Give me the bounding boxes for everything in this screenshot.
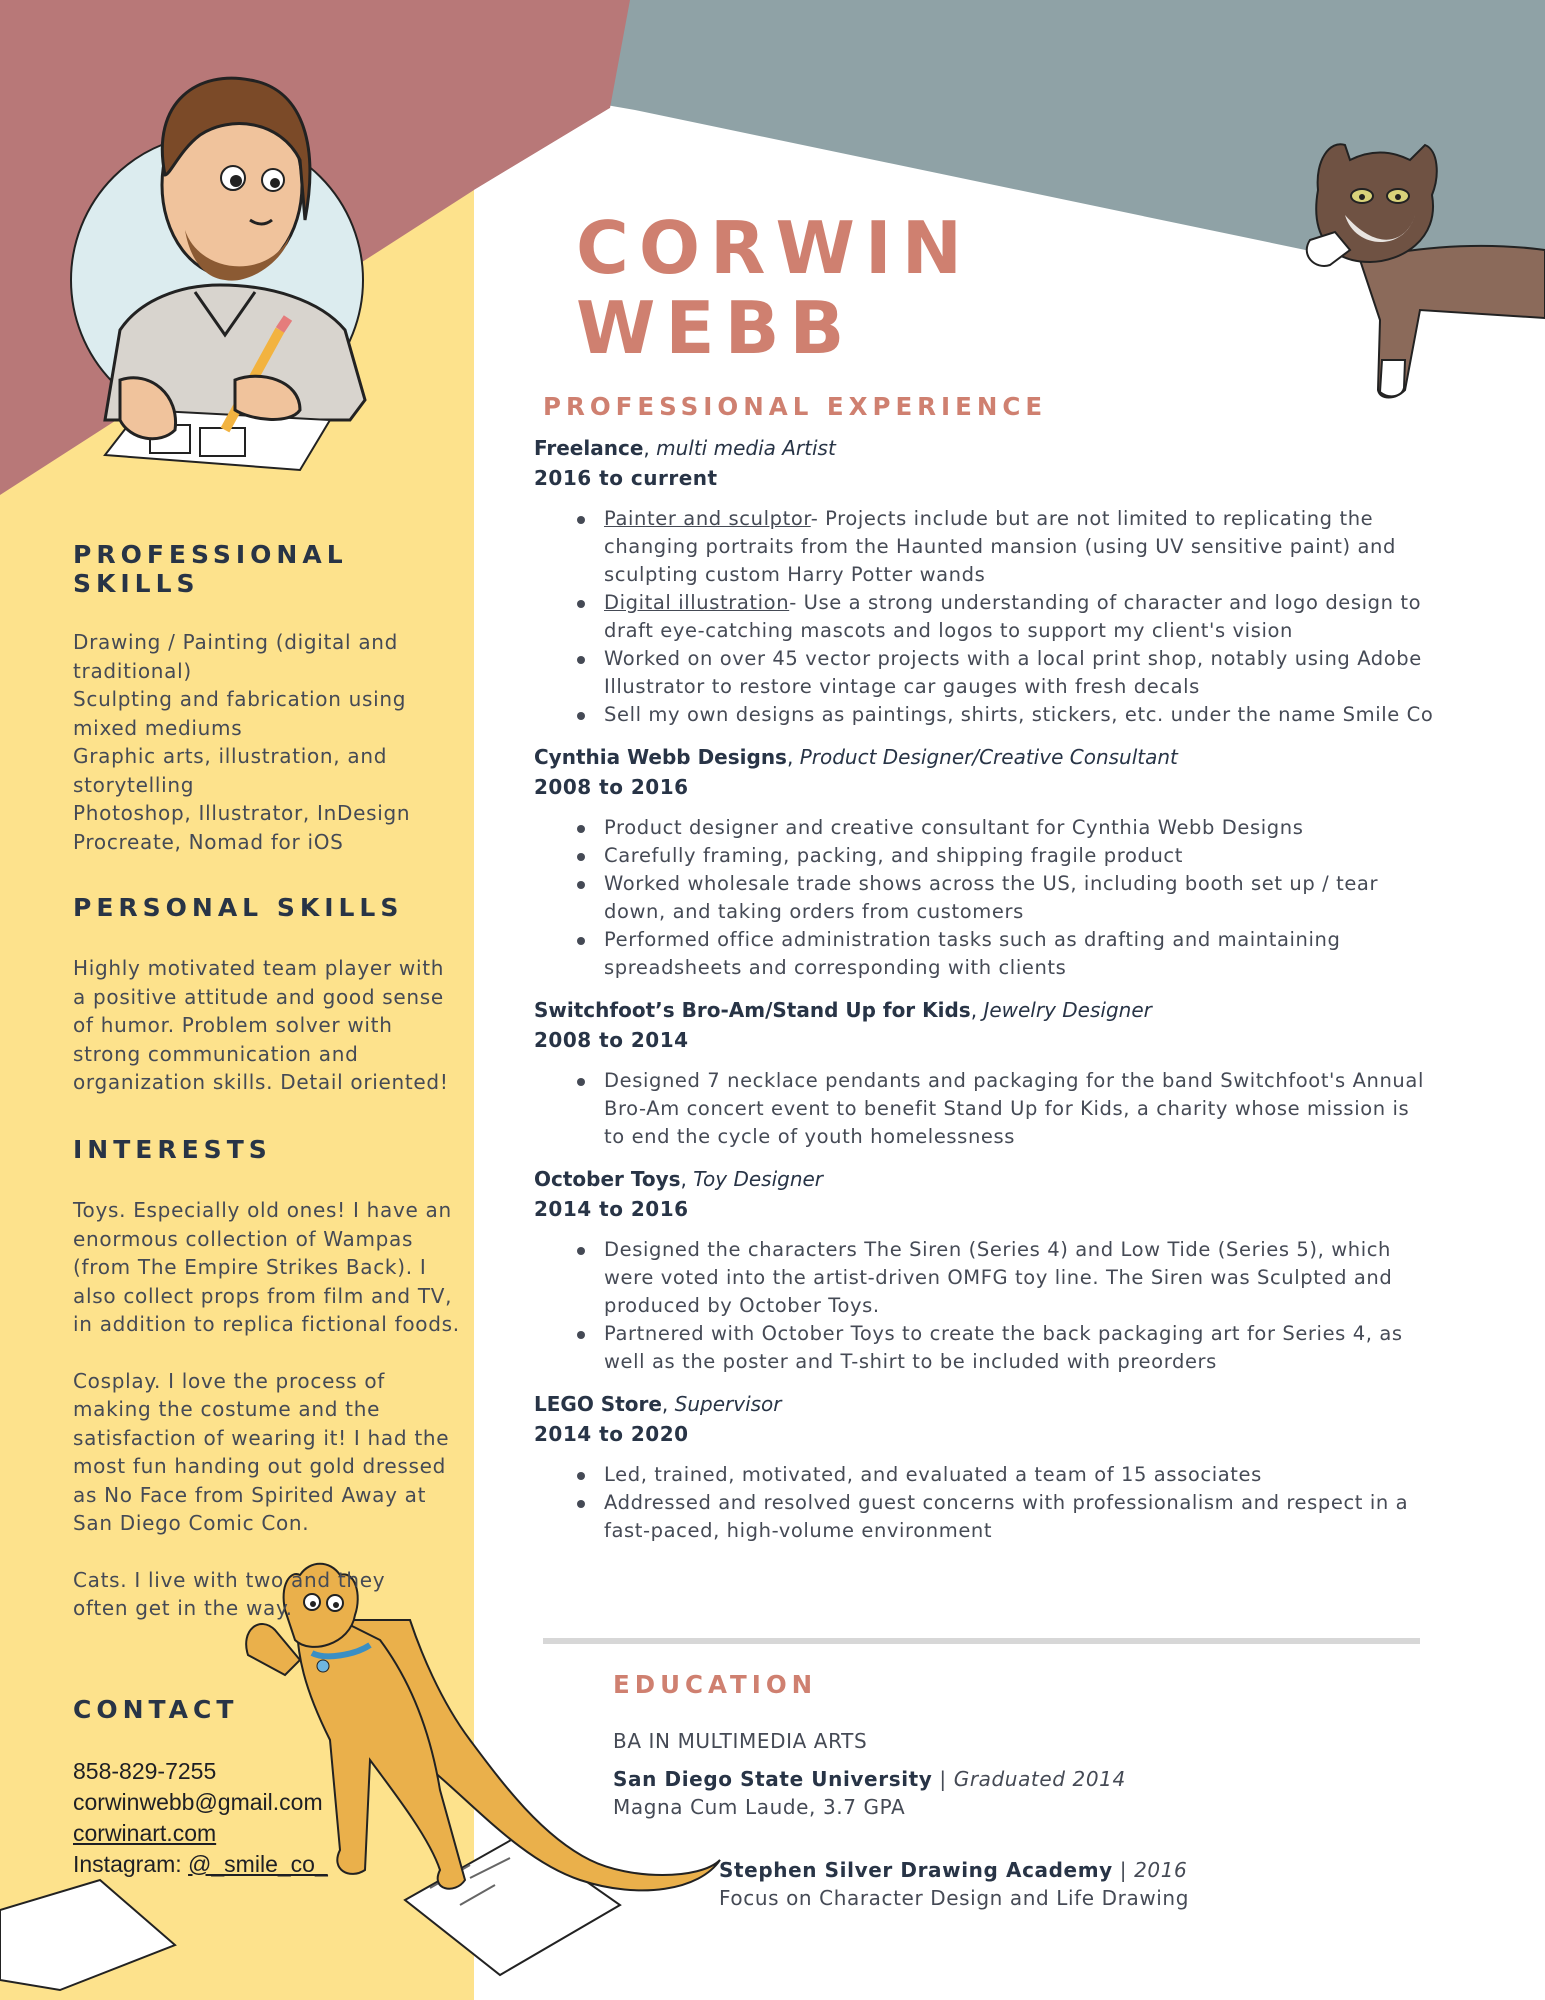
job-dates: 2008 to 2016 xyxy=(534,775,689,799)
job-heading: October Toys, Toy Designer xyxy=(534,1167,824,1191)
job-entry xyxy=(534,1389,1434,1545)
job-bullet xyxy=(604,1236,1434,1320)
contact-instagram xyxy=(73,1849,473,1880)
bullet-text: Carefully framing, packing, and shipping fragile product xyxy=(604,844,1183,867)
skill-item: Photoshop, Illustrator, InDesign xyxy=(73,801,411,825)
job-bullet xyxy=(604,589,1434,645)
job-entry xyxy=(534,433,1434,729)
education-title: EDUCATION xyxy=(613,1670,818,1699)
instagram-label: Instagram: xyxy=(73,1851,189,1877)
education-divider xyxy=(543,1638,1420,1644)
contact-website-link[interactable]: corwinart.com xyxy=(73,1820,217,1846)
interest-paragraph: Cats. I live with two and they often get in the way. xyxy=(73,1567,386,1620)
interest-paragraph: Toys. Especially old ones! I have an enormous collection of Wampas (from The Empire Strikes Back). I also collect props from film and TV, in addition to replica fictional foods. xyxy=(73,1198,460,1336)
name-last: WEBB xyxy=(576,286,855,370)
job-bullets xyxy=(534,814,1434,982)
sidebar-contact xyxy=(73,1695,473,1880)
job-dates: 2014 to 2020 xyxy=(534,1422,689,1446)
job-bullet xyxy=(604,1320,1434,1376)
job-dates: 2014 to 2016 xyxy=(534,1197,689,1221)
job-bullet xyxy=(604,701,1434,729)
bullet-text: Led, trained, motivated, and evaluated a team of 15 associates xyxy=(604,1463,1262,1486)
job-dates: 2016 to current xyxy=(534,466,718,490)
school1-name: San Diego State University xyxy=(613,1767,933,1791)
job-entry xyxy=(534,995,1434,1151)
bullet-text: Performed office administration tasks such as drafting and maintaining spreadsheets and corresponding with clients xyxy=(604,928,1341,979)
job-heading: Cynthia Webb Designs, Product Designer/Creative Consultant xyxy=(534,745,1178,769)
bullet-text: Addressed and resolved guest concerns with professionalism and respect in a fast-paced, high-volume environment xyxy=(604,1491,1409,1542)
contact-title: CONTACT xyxy=(73,1695,239,1724)
school2-separator: | xyxy=(1112,1858,1135,1882)
instagram-handle-link[interactable]: @_smile_co_ xyxy=(188,1851,328,1877)
experience-title: PROFESSIONAL EXPERIENCE xyxy=(543,392,1048,421)
skill-item: Graphic arts, illustration, and storytelling xyxy=(73,744,388,797)
education-second-school xyxy=(719,1856,1419,1912)
job-bullets xyxy=(534,1236,1434,1376)
sidebar-interests xyxy=(73,1135,463,1623)
job-bullets xyxy=(534,505,1434,729)
job-bullet xyxy=(604,814,1434,842)
job-company: LEGO Store xyxy=(534,1392,662,1416)
bullet-text: Partnered with October Toys to create the back packaging art for Series 4, as well as the poster and T-shirt to be included with preorders xyxy=(604,1322,1403,1373)
job-company: Cynthia Webb Designs xyxy=(534,745,787,769)
job-bullet xyxy=(604,870,1434,926)
bullet-text: Worked wholesale trade shows across the US, including booth set up / tear down, and taking orders from customers xyxy=(604,872,1379,923)
personal-skills-text: Highly motivated team player with a positive attitude and good sense of humor. Problem solver with strong communication and organization skills. Detail oriented! xyxy=(73,956,449,1094)
job-role: Supervisor xyxy=(674,1392,782,1416)
experience-list xyxy=(534,433,1434,1545)
contact-phone[interactable]: 858-829-7255 xyxy=(73,1758,217,1784)
job-bullet xyxy=(604,1489,1434,1545)
bullet-lead: Digital illustration xyxy=(604,591,790,614)
bullet-text: Designed 7 necklace pendants and packaging for the band Switchfoot's Annual Bro-Am concert event to benefit Stand Up for Kids, a charity whose mission is to end the cycle of youth homelessness xyxy=(604,1069,1424,1148)
professional-skills-title-line1: PROFESSIONAL xyxy=(73,540,348,569)
job-bullet xyxy=(604,926,1434,982)
school2-note: 2016 xyxy=(1134,1858,1188,1882)
education-section xyxy=(613,1670,1413,1821)
job-bullet xyxy=(604,1067,1434,1151)
school1-separator: | xyxy=(932,1767,954,1791)
school2-focus: Focus on Character Design and Life Drawing xyxy=(719,1886,1190,1910)
job-company: Switchfoot’s Bro-Am/Stand Up for Kids xyxy=(534,998,971,1022)
experience-section xyxy=(543,392,1423,421)
professional-skills-title xyxy=(73,540,473,598)
job-bullet xyxy=(604,645,1434,701)
bullet-lead: Painter and sculptor xyxy=(604,507,811,530)
school1-honors: Magna Cum Laude, 3.7 GPA xyxy=(613,1795,906,1819)
bullet-text: Designed the characters The Siren (Series 4) and Low Tide (Series 5), which were voted into the artist-driven OMFG toy line. The Siren was Sculpted and produced by October Toys. xyxy=(604,1238,1393,1317)
education-school1 xyxy=(613,1765,1413,1793)
professional-skills-title-line2: SKILLS xyxy=(73,569,200,598)
job-bullets xyxy=(534,1067,1434,1151)
skill-item: Drawing / Painting (digital and traditional) xyxy=(73,630,399,683)
professional-skills-list xyxy=(73,628,473,856)
skill-item: Sculpting and fabrication using mixed mediums xyxy=(73,687,407,740)
sidebar-professional-skills xyxy=(73,540,473,856)
contact-list xyxy=(73,1756,473,1880)
education-school2 xyxy=(719,1856,1419,1884)
job-role: Product Designer/Creative Consultant xyxy=(799,745,1178,769)
sidebar-personal-skills xyxy=(73,893,463,1097)
bullet-text: - Use a strong understanding of character and logo design to draft eye-catching mascots and logos to support my client's vision xyxy=(604,591,1422,642)
name-block xyxy=(576,208,972,368)
bullet-text: Product designer and creative consultant for Cynthia Webb Designs xyxy=(604,816,1304,839)
interest-paragraph: Cosplay. I love the process of making the costume and the satisfaction of wearing it! I had the most fun handing out gold dressed as No Face from Spirited Away at San Diego Comic Con. xyxy=(73,1368,450,1535)
job-bullet xyxy=(604,1461,1434,1489)
contact-email[interactable]: corwinwebb@gmail.com xyxy=(73,1789,323,1815)
bullet-text: Sell my own designs as paintings, shirts, stickers, etc. under the name Smile Co xyxy=(604,703,1434,726)
bullet-text: - Projects include but are not limited to replicating the changing portraits from the Haunted mansion (using UV sensitive paint) and sculpting custom Harry Potter wands xyxy=(604,507,1396,586)
job-entry xyxy=(534,1164,1434,1376)
personal-skills-title: PERSONAL SKILLS xyxy=(73,893,404,922)
interests-title: INTERESTS xyxy=(73,1135,272,1164)
job-role: Toy Designer xyxy=(693,1167,824,1191)
job-company: Freelance xyxy=(534,436,644,460)
job-company: October Toys xyxy=(534,1167,681,1191)
job-bullet xyxy=(604,842,1434,870)
job-bullet xyxy=(604,505,1434,589)
job-role: Jewelry Designer xyxy=(983,998,1152,1022)
job-dates: 2008 to 2014 xyxy=(534,1028,689,1052)
job-heading: LEGO Store, Supervisor xyxy=(534,1392,782,1416)
bullet-text: Worked on over 45 vector projects with a local print shop, notably using Adobe Illustrator to restore vintage car gauges with fresh decals xyxy=(604,647,1422,698)
school2-name: Stephen Silver Drawing Academy xyxy=(719,1858,1113,1882)
job-heading: Freelance, multi media Artist xyxy=(534,436,836,460)
school1-note: Graduated 2014 xyxy=(953,1767,1126,1791)
name-first: CORWIN xyxy=(576,206,972,290)
education-degree: BA IN MULTIMEDIA ARTS xyxy=(613,1729,868,1753)
job-heading: Switchfoot’s Bro-Am/Stand Up for Kids, Jewelry Designer xyxy=(534,998,1152,1022)
job-role: multi media Artist xyxy=(656,436,836,460)
job-entry xyxy=(534,742,1434,982)
job-bullets xyxy=(534,1461,1434,1545)
skill-item: Procreate, Nomad for iOS xyxy=(73,829,344,854)
